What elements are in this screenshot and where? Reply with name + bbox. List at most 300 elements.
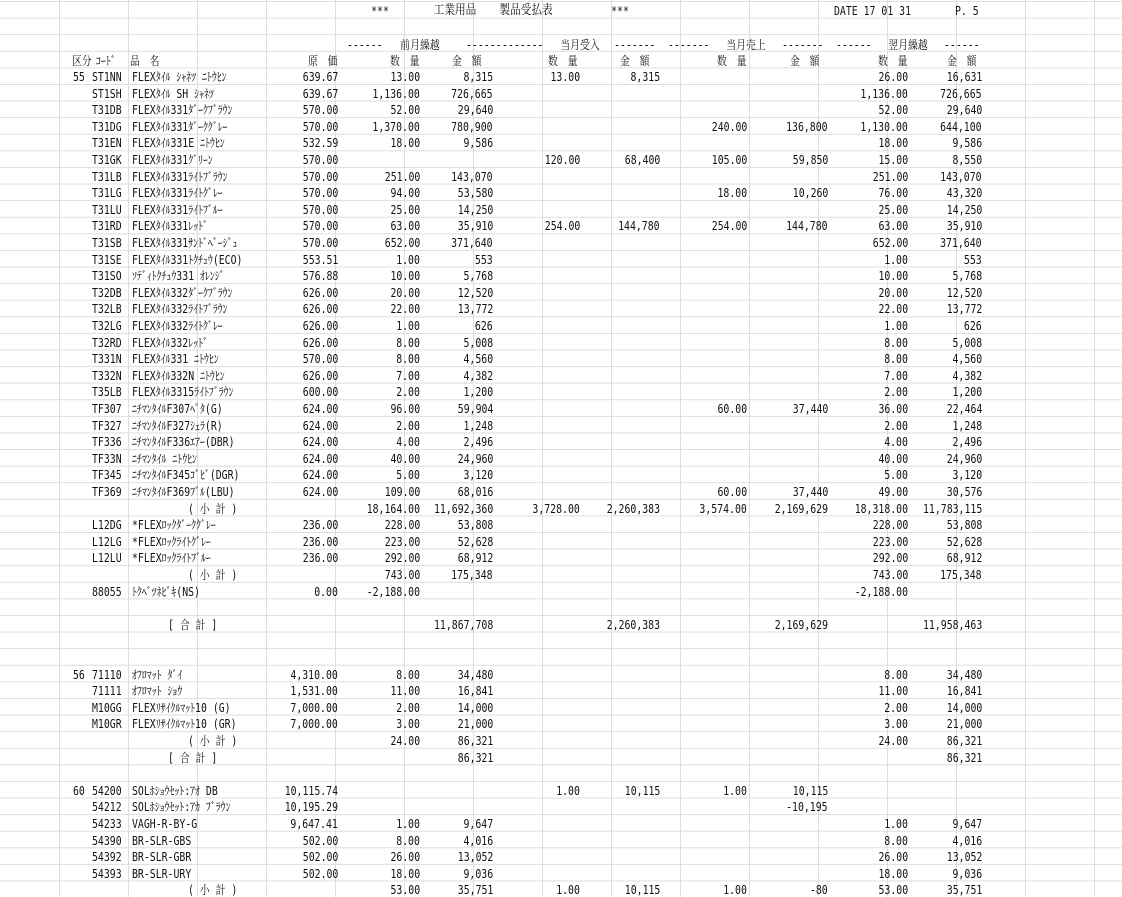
cell-name: FLEXﾀｲﾙ ｼｬﾈﾂ ﾆﾄｳﾋﾝ [132,70,227,84]
cell-pa: 4,016 [463,834,493,848]
cell-pa: 52,628 [457,535,493,549]
cell-code: 71111 [92,684,122,698]
cell-nq: 20.00 [878,286,908,300]
header-recv-qty: 数 量 [548,54,578,68]
header-sale-amount: 金 額 [790,54,820,68]
cell-cost: 570.00 [302,120,338,134]
cell-cost: 600.00 [302,385,338,399]
cell-name: FLEXﾀｲﾙ331ｸﾞﾘｰﾝ [132,153,213,167]
cell-pa: 53,808 [457,518,493,532]
title-stars-right: *** [611,4,629,18]
cell-code: ST1NN [92,70,122,84]
cell-code: T31SE [92,253,122,267]
cell-code: 54212 [92,800,122,814]
cell-code: L12LU [92,551,122,565]
cell-name: FLEXﾀｲﾙ332ﾀﾞｰｸﾌﾞﾗｳﾝ [132,286,233,300]
cell-nq: 24.00 [878,734,908,748]
cell-rq: 13.00 [550,70,580,84]
cell-name: ( 小 計 ) [188,734,238,748]
cell-nq: 49.00 [878,485,908,499]
cell-code: T31EN [92,136,122,150]
cell-code: 54200 [92,784,122,798]
cell-pq: 2.00 [396,419,420,433]
cell-pq: 96.00 [390,402,420,416]
cell-kubun: 55 [73,70,85,84]
cell-sa: 59,850 [792,153,828,167]
cell-name: BR-SLR-GBS [132,834,192,848]
cell-nq: 52.00 [878,103,908,117]
cell-code: L12DG [92,518,122,532]
cell-cost: 502.00 [302,850,338,864]
cell-cost: 624.00 [302,452,338,466]
cell-pq: 8.00 [396,668,420,682]
cell-cost: 624.00 [302,435,338,449]
cell-cost: 236.00 [302,535,338,549]
cell-code: 71110 [92,668,122,682]
cell-sa: 2,169,629 [774,618,828,632]
cell-na: 12,520 [946,286,982,300]
cell-pq: 63.00 [390,219,420,233]
cell-pa: 3,120 [463,468,493,482]
cell-pa: 553 [475,253,493,267]
cell-pa: 35,751 [457,883,493,897]
cell-na: 35,751 [946,883,982,897]
cell-code: T31SB [92,236,122,250]
cell-name: FLEXﾀｲﾙ331ﾗｲﾄﾌﾞﾗｳﾝ [132,170,228,184]
cell-na: 11,958,463 [922,618,982,632]
cell-name: FLEXﾀｲﾙ331ﾚｯﾄﾞ [132,219,208,233]
cell-code: T31SO [92,269,122,283]
cell-name: VAGH-R-BY-G [132,817,198,831]
cell-code: M10GR [92,717,122,731]
cell-pq: 228.00 [384,518,420,532]
cell-na: 30,576 [946,485,982,499]
cell-name: BR-SLR-GBR [132,850,192,864]
cell-nq: 76.00 [878,186,908,200]
cell-na: 35,910 [946,219,982,233]
cell-name: *FLEXﾛｯｸﾗｲﾄﾌﾞﾙｰ [132,551,211,565]
cell-nq: 8.00 [884,336,908,350]
cell-sa: 136,800 [786,120,828,134]
cell-na: 86,321 [946,751,982,765]
cell-nq: 4.00 [884,435,908,449]
cell-ra: 2,260,383 [606,618,660,632]
cell-cost: 639.67 [302,70,338,84]
cell-na: 24,960 [946,452,982,466]
cell-name: FLEXﾀｲﾙ332N ﾆﾄｳﾋﾝ [132,369,225,383]
cell-na: 43,320 [946,186,982,200]
cell-pa: 13,052 [457,850,493,864]
cell-na: 644,100 [940,120,982,134]
cell-pq: 11.00 [390,684,420,698]
cell-sq: 18.00 [717,186,747,200]
cell-nq: 1,130.00 [860,120,908,134]
cell-pq: 1,136.00 [372,87,420,101]
cell-code: 88055 [92,585,122,599]
cell-na: 13,772 [946,302,982,316]
header-sale-qty: 数 量 [717,54,747,68]
report-category: 工業用品 [433,3,477,18]
cell-code: T32DB [92,286,122,300]
cell-pq: 18.00 [390,867,420,881]
cell-nq: 53.00 [878,883,908,897]
cell-name: ﾆﾁﾏﾝﾀｲﾙ ﾆﾄｳﾋﾝ [132,452,197,466]
cell-name: ｵﾌﾛﾏｯﾄ ﾀﾞｲ [132,668,183,682]
cell-pq: 5.00 [396,468,420,482]
cell-na: 4,382 [952,369,982,383]
cell-code: 54393 [92,867,122,881]
cell-cost: 624.00 [302,485,338,499]
cell-name: ( 小 計 ) [188,502,238,516]
cell-cost: 236.00 [302,518,338,532]
cell-nq: 1,136.00 [860,87,908,101]
cell-pa: 13,772 [457,302,493,316]
cell-na: 53,808 [946,518,982,532]
cell-pq: 1,370.00 [372,120,420,134]
cell-pq: 94.00 [390,186,420,200]
cell-pa: 53,580 [457,186,493,200]
cell-pq: 2.00 [396,385,420,399]
cell-nq: 11.00 [878,684,908,698]
cell-name: FLEXﾀｲﾙ331ﾄｸﾁｭｳ(ECO) [132,253,243,267]
cell-na: 22,464 [946,402,982,416]
cell-cost: 570.00 [302,236,338,250]
group-next-dashes-left: ------ [836,38,872,52]
cell-pq: 8.00 [396,834,420,848]
header-kubun: 区分 [72,54,92,68]
cell-code: T331N [92,352,122,366]
cell-code: T31DG [92,120,122,134]
cell-pa: 14,000 [457,701,493,715]
cell-pa: 371,640 [451,236,493,250]
cell-na: 3,120 [952,468,982,482]
cell-rq: 1.00 [556,784,580,798]
cell-sa: 37,440 [792,402,828,416]
cell-code: T31RD [92,219,122,233]
cell-nq: 3.00 [884,717,908,731]
cell-pq: 26.00 [390,850,420,864]
cell-cost: 639.67 [302,87,338,101]
cell-name: BR-SLR-URY [132,867,192,881]
cell-pq: 13.00 [390,70,420,84]
cell-pq: 52.00 [390,103,420,117]
cell-na: 1,248 [952,419,982,433]
cell-cost: 570.00 [302,186,338,200]
cell-nq: 18.00 [878,867,908,881]
cell-ra: 10,115 [624,784,660,798]
cell-cost: 570.00 [302,203,338,217]
cell-nq: 8.00 [884,352,908,366]
cell-pa: 68,912 [457,551,493,565]
cell-sq: 3,574.00 [699,502,747,516]
cell-name: SOLﾎｼｮｳｾｯﾄ:ｱｶ ﾌﾞﾗｳﾝ [132,800,231,814]
group-recv-dashes-right: ------- [614,38,656,52]
cell-name: *FLEXﾛｯｸﾀﾞｰｸｸﾞﾚｰ [132,518,216,532]
cell-sa: 144,780 [786,219,828,233]
cell-nq: 228.00 [872,518,908,532]
cell-cost: 626.00 [302,302,338,316]
cell-cost: 570.00 [302,170,338,184]
cell-name: FLEXﾀｲﾙ331ﾗｲﾄﾌﾞﾙｰ [132,203,223,217]
cell-pq: 1.00 [396,319,420,333]
cell-na: 86,321 [946,734,982,748]
cell-cost: 570.00 [302,153,338,167]
cell-pa: 4,382 [463,369,493,383]
cell-pa: 14,250 [457,203,493,217]
cell-nq: 10.00 [878,269,908,283]
cell-nq: 2.00 [884,385,908,399]
cell-na: 16,841 [946,684,982,698]
cell-na: 553 [964,253,982,267]
cell-pa: 9,036 [463,867,493,881]
cell-nq: 2.00 [884,419,908,433]
cell-cost: 576.88 [302,269,338,283]
cell-pq: 22.00 [390,302,420,316]
cell-pa: 175,348 [451,568,493,582]
cell-pa: 29,640 [457,103,493,117]
cell-na: 68,912 [946,551,982,565]
cell-pq: -2,188.00 [366,585,420,599]
cell-cost: 570.00 [302,352,338,366]
cell-na: 371,640 [940,236,982,250]
cell-nq: 1.00 [884,253,908,267]
group-sale-dashes-left: ------- [668,38,710,52]
cell-cost: 10,195.29 [284,800,338,814]
cell-sq: 1.00 [723,784,747,798]
cell-nq: 63.00 [878,219,908,233]
cell-cost: 4,310.00 [290,668,338,682]
cell-kubun: 60 [73,784,85,798]
cell-na: 4,560 [952,352,982,366]
cell-nq: 652.00 [872,236,908,250]
cell-na: 175,348 [940,568,982,582]
cell-pq: 20.00 [390,286,420,300]
cell-na: 21,000 [946,717,982,731]
cell-pq: 40.00 [390,452,420,466]
cell-na: 4,016 [952,834,982,848]
cell-pq: 7.00 [396,369,420,383]
cell-name: FLEXﾀｲﾙ331ｻﾝﾄﾞﾍﾞｰｼﾞｭ [132,236,238,250]
cell-cost: 626.00 [302,369,338,383]
cell-cost: 570.00 [302,219,338,233]
cell-pq: 743.00 [384,568,420,582]
cell-cost: 624.00 [302,402,338,416]
cell-na: 52,628 [946,535,982,549]
cell-code: T32LB [92,302,122,316]
cell-na: 626 [964,319,982,333]
cell-nq: 8.00 [884,668,908,682]
cell-na: 9,647 [952,817,982,831]
cell-nq: 18.00 [878,136,908,150]
cell-code: L12LG [92,535,122,549]
cell-rq: 3,728.00 [532,502,580,516]
cell-pa: 59,904 [457,402,493,416]
cell-nq: -2,188.00 [854,585,908,599]
group-sale-dashes-right: ------- [782,38,824,52]
cell-cost: 7,000.00 [290,701,338,715]
cell-name: FLEXﾀｲﾙ331ﾀﾞｰｸｸﾞﾚｰ [132,120,228,134]
cell-pa: 35,910 [457,219,493,233]
cell-name: SOLﾎｼｮｳｾｯﾄ:ｱｵ DB [132,784,218,798]
cell-nq: 1.00 [884,817,908,831]
cell-ra: 2,260,383 [606,502,660,516]
cell-na: 13,052 [946,850,982,864]
cell-pa: 24,960 [457,452,493,466]
cell-nq: 26.00 [878,850,908,864]
cell-nq: 1.00 [884,319,908,333]
cell-pa: 21,000 [457,717,493,731]
cell-sq: 254.00 [711,219,747,233]
cell-nq: 26.00 [878,70,908,84]
cell-rq: 254.00 [544,219,580,233]
cell-name: FLEXﾀｲﾙ331 ﾆﾄｳﾋﾝ [132,352,219,366]
cell-nq: 25.00 [878,203,908,217]
cell-na: 34,480 [946,668,982,682]
group-recv-label: 当月受入 [560,38,600,52]
cell-name: [ 合 計 ] [168,618,218,632]
cell-nq: 8.00 [884,834,908,848]
cell-cost: 624.00 [302,419,338,433]
cell-pq: 4.00 [396,435,420,449]
cell-pa: 12,520 [457,286,493,300]
cell-nq: 251.00 [872,170,908,184]
cell-name: FLEXﾀｲﾙ332ﾗｲﾄﾌﾞﾗｳﾝ [132,302,228,316]
cell-code: TF336 [92,435,122,449]
header-name: 品 名 [130,54,160,68]
cell-cost: 0.00 [314,585,338,599]
cell-name: FLEXﾀｲﾙ331E ﾆﾄｳﾋﾝ [132,136,225,150]
cell-name: ﾆﾁﾏﾝﾀｲﾙF327ｼｪﾗ(R) [132,419,223,433]
cell-code: ST1SH [92,87,122,101]
cell-name: FLEXﾀｲﾙ3315ﾗｲﾄﾌﾞﾗｳﾝ [132,385,234,399]
cell-code: T31LB [92,170,122,184]
cell-sa: -10,195 [786,800,828,814]
cell-cost: 626.00 [302,286,338,300]
cell-pa: 143,070 [451,170,493,184]
cell-pa: 1,200 [463,385,493,399]
header-next-amount: 金 額 [947,54,977,68]
cell-name: ｿﾃﾞｨﾄｸﾁｭｳ331 ｵﾚﾝｼﾞ [132,269,225,283]
cell-nq: 22.00 [878,302,908,316]
cell-name: ﾄｸﾍﾞﾂﾈﾋﾞｷ(NS) [132,585,200,599]
cell-pa: 8,315 [463,70,493,84]
cell-code: TF33N [92,452,122,466]
cell-pa: 5,768 [463,269,493,283]
group-prev-dashes-right: ------ [466,38,502,52]
cell-pq: 25.00 [390,203,420,217]
cell-code: T31LG [92,186,122,200]
cell-code: M10GG [92,701,122,715]
cell-code: T32RD [92,336,122,350]
cell-pq: 251.00 [384,170,420,184]
cell-name: FLEXﾀｲﾙ331ﾀﾞｰｸﾌﾞﾗｳﾝ [132,103,233,117]
cell-code: TF327 [92,419,122,433]
title-stars-left: *** [371,4,389,18]
cell-pq: 652.00 [384,236,420,250]
header-code: ｺｰﾄﾞ [96,54,116,68]
cell-na: 9,586 [952,136,982,150]
cell-cost: 532.59 [302,136,338,150]
group-recv-dashes-left: ------- [502,38,544,52]
cell-na: 143,070 [940,170,982,184]
cell-pa: 4,560 [463,352,493,366]
cell-pa: 34,480 [457,668,493,682]
cell-sa: 37,440 [792,485,828,499]
cell-ra: 144,780 [618,219,660,233]
cell-na: 726,665 [940,87,982,101]
cell-sa: 10,115 [792,784,828,798]
header-next-qty: 数 量 [878,54,908,68]
cell-code: 54233 [92,817,122,831]
cell-nq: 2.00 [884,701,908,715]
cell-pq: 18,164.00 [366,502,420,516]
group-sale-label: 当月売上 [726,38,766,52]
cell-name: [ 合 計 ] [168,751,218,765]
cell-pa: 780,900 [451,120,493,134]
cell-pa: 9,586 [463,136,493,150]
cell-pa: 16,841 [457,684,493,698]
cell-pa: 626 [475,319,493,333]
cell-cost: 502.00 [302,834,338,848]
cell-nq: 7.00 [884,369,908,383]
cell-sq: 105.00 [711,153,747,167]
cell-cost: 553.51 [302,253,338,267]
cell-cost: 9,647.41 [290,817,338,831]
cell-ra: 10,115 [624,883,660,897]
cell-code: T31LU [92,203,122,217]
cell-cost: 570.00 [302,103,338,117]
cell-sq: 1.00 [723,883,747,897]
cell-pq: 10.00 [390,269,420,283]
cell-cost: 7,000.00 [290,717,338,731]
cell-pa: 726,665 [451,87,493,101]
cell-name: ﾆﾁﾏﾝﾀｲﾙF336ｴｱｰ(DBR) [132,435,235,449]
cell-nq: 292.00 [872,551,908,565]
cell-pa: 86,321 [457,734,493,748]
cell-code: T32LG [92,319,122,333]
cell-name: FLEXﾀｲﾙ SH ｼｬﾈﾂ [132,87,214,101]
cell-ra: 8,315 [630,70,660,84]
cell-code: 54390 [92,834,122,848]
cell-cost: 10,115.74 [284,784,338,798]
cell-name: FLEXﾀｲﾙ332ﾚｯﾄﾞ [132,336,208,350]
group-prev-dashes-left: ------ [347,38,383,52]
cell-pa: 2,496 [463,435,493,449]
page-number: P. 5 [955,4,979,18]
cell-na: 1,200 [952,385,982,399]
cell-code: T332N [92,369,122,383]
cell-pa: 11,692,360 [433,502,493,516]
cell-code: TF369 [92,485,122,499]
cell-pq: 18.00 [390,136,420,150]
cell-ra: 68,400 [624,153,660,167]
cell-pq: 292.00 [384,551,420,565]
cell-cost: 1,531.00 [290,684,338,698]
cell-pa: 68,016 [457,485,493,499]
group-next-label: 翌月繰越 [888,38,928,52]
cell-na: 8,550 [952,153,982,167]
cell-code: TF345 [92,468,122,482]
cell-na: 14,250 [946,203,982,217]
cell-sa: 2,169,629 [774,502,828,516]
cell-pa: 5,008 [463,336,493,350]
cell-pa: 86,321 [457,751,493,765]
cell-code: T31DB [92,103,122,117]
cell-nq: 15.00 [878,153,908,167]
cell-name: FLEXﾘｻｲｸﾙﾏｯﾄ10 (GR) [132,717,237,731]
cell-pq: 1.00 [396,253,420,267]
cell-pq: 8.00 [396,336,420,350]
